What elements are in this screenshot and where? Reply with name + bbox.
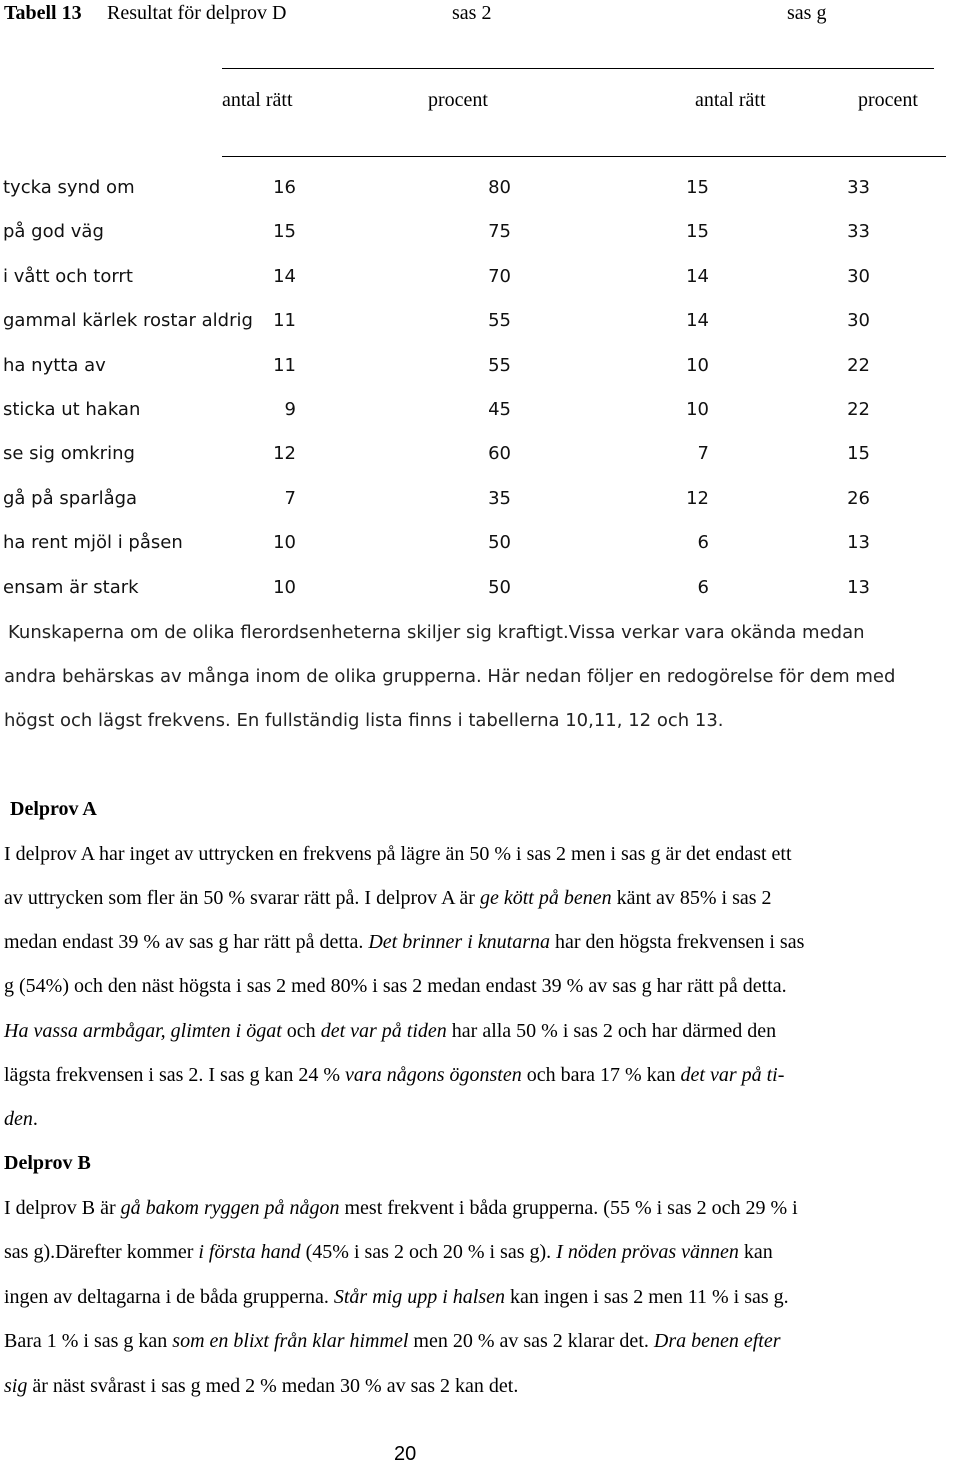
row-cell-c2: 75: [488, 221, 511, 242]
row-cell-c2: 80: [488, 177, 511, 198]
row-cell-c1: 14: [273, 266, 296, 287]
col-header-antal-ratt-1: antal rätt: [222, 89, 293, 111]
row-cell-c4: 13: [847, 532, 870, 553]
section-b-line-2: sas g).Därefter kommer i första hand (45% i sas 2 och 20 % i sas g). I nöden prövas vännen kan: [4, 1241, 773, 1263]
row-cell-c1: 11: [273, 355, 296, 376]
section-a-line-3: medan endast 39 % av sas g har rätt på detta. Det brinner i knutarna har den högsta frekvensen i sas: [4, 931, 805, 953]
row-cell-c3: 14: [686, 266, 709, 287]
row-cell-c4: 33: [847, 177, 870, 198]
row-cell-c2: 35: [488, 488, 511, 509]
row-cell-c3: 10: [686, 399, 709, 420]
row-cell-c2: 55: [488, 355, 511, 376]
row-cell-c3: 14: [686, 310, 709, 331]
row-cell-c3: 6: [697, 532, 709, 553]
table-caption-text: Resultat för delprov D: [107, 2, 287, 24]
row-cell-c2: 70: [488, 266, 511, 287]
row-cell-c2: 45: [488, 399, 511, 420]
table-top-rule: [222, 68, 934, 69]
section-b-heading: Delprov B: [4, 1152, 91, 1174]
row-cell-c3: 7: [697, 443, 709, 464]
row-label: gå på sparlåga: [3, 488, 138, 509]
row-cell-c4: 33: [847, 221, 870, 242]
section-a-line-4: g (54%) och den näst högsta i sas 2 med 80% i sas 2 medan endast 39 % av sas g har rätt på detta.: [4, 975, 787, 997]
section-b-line-5: sig är näst svårast i sas g med 2 % medan 30 % av sas 2 kan det.: [4, 1375, 519, 1397]
section-a-line-5: Ha vassa armbågar, glimten i ögat och det var på tiden har alla 50 % i sas 2 och har därmed den: [4, 1020, 777, 1042]
row-cell-c1: 7: [284, 488, 296, 509]
row-cell-c3: 15: [686, 221, 709, 242]
section-a-heading: Delprov A: [10, 798, 97, 820]
group-header-sas2: sas 2: [452, 2, 492, 24]
summary-line-3: högst och lägst frekvens. En fullständig lista finns i tabellerna 10,11, 12 och 13.: [4, 710, 724, 731]
row-label: ha nytta av: [3, 355, 106, 376]
row-cell-c4: 22: [847, 399, 870, 420]
row-cell-c4: 15: [847, 443, 870, 464]
row-label: i vått och torrt: [3, 266, 133, 287]
section-a-line-7: den.: [4, 1108, 38, 1130]
row-cell-c1: 16: [273, 177, 296, 198]
row-cell-c1: 11: [273, 310, 296, 331]
row-cell-c4: 26: [847, 488, 870, 509]
section-b-line-3: ingen av deltagarna i de båda grupperna. Står mig upp i halsen kan ingen i sas 2 men 11 % i sas g.: [4, 1286, 789, 1308]
section-a-line-1: I delprov A har inget av uttrycken en frekvens på lägre än 50 % i sas 2 men i sas g är det endast ett: [4, 843, 792, 865]
table-header-rule: [222, 156, 946, 157]
row-cell-c1: 12: [273, 443, 296, 464]
row-cell-c2: 60: [488, 443, 511, 464]
summary-line-1: Kunskaperna om de olika flerordsenheterna skiljer sig kraftigt.Vissa verkar vara okända medan: [8, 622, 865, 643]
page-number: 20: [394, 1443, 417, 1465]
row-label: tycka synd om: [3, 177, 135, 198]
col-header-procent-2: procent: [858, 89, 918, 111]
row-cell-c3: 6: [697, 577, 709, 598]
row-cell-c3: 10: [686, 355, 709, 376]
row-cell-c1: 15: [273, 221, 296, 242]
row-cell-c2: 55: [488, 310, 511, 331]
row-cell-c3: 12: [686, 488, 709, 509]
row-cell-c4: 13: [847, 577, 870, 598]
row-cell-c4: 30: [847, 310, 870, 331]
row-label: sticka ut hakan: [3, 399, 141, 420]
row-cell-c1: 10: [273, 532, 296, 553]
group-header-sasg: sas g: [787, 2, 827, 24]
row-cell-c1: 10: [273, 577, 296, 598]
row-label: på god väg: [3, 221, 104, 242]
summary-line-2: andra behärskas av många inom de olika grupperna. Här nedan följer en redogörelse för dem med: [4, 666, 896, 687]
row-label: ensam är stark: [3, 577, 139, 598]
row-label: gammal kärlek rostar aldrig: [3, 310, 253, 331]
row-cell-c2: 50: [488, 577, 511, 598]
row-cell-c2: 50: [488, 532, 511, 553]
row-cell-c4: 30: [847, 266, 870, 287]
section-a-line-6: lägsta frekvensen i sas 2. I sas g kan 24 % vara någons ögonsten och bara 17 % kan det var på ti-: [4, 1064, 785, 1086]
table-caption-label: Tabell 13: [4, 2, 82, 24]
section-a-line-2: av uttrycken som fler än 50 % svarar rätt på. I delprov A är ge kött på benen känt av 85% i sas 2: [4, 887, 772, 909]
col-header-antal-ratt-2: antal rätt: [695, 89, 766, 111]
row-label: ha rent mjöl i påsen: [3, 532, 183, 553]
section-b-line-4: Bara 1 % i sas g kan som en blixt från klar himmel men 20 % av sas 2 klarar det. Dra benen efter: [4, 1330, 781, 1352]
row-cell-c4: 22: [847, 355, 870, 376]
row-cell-c1: 9: [284, 399, 296, 420]
section-b-line-1: I delprov B är gå bakom ryggen på någon mest frekvent i båda grupperna. (55 % i sas 2 och 29 % i: [4, 1197, 798, 1219]
row-cell-c3: 15: [686, 177, 709, 198]
col-header-procent-1: procent: [428, 89, 488, 111]
row-label: se sig omkring: [3, 443, 135, 464]
